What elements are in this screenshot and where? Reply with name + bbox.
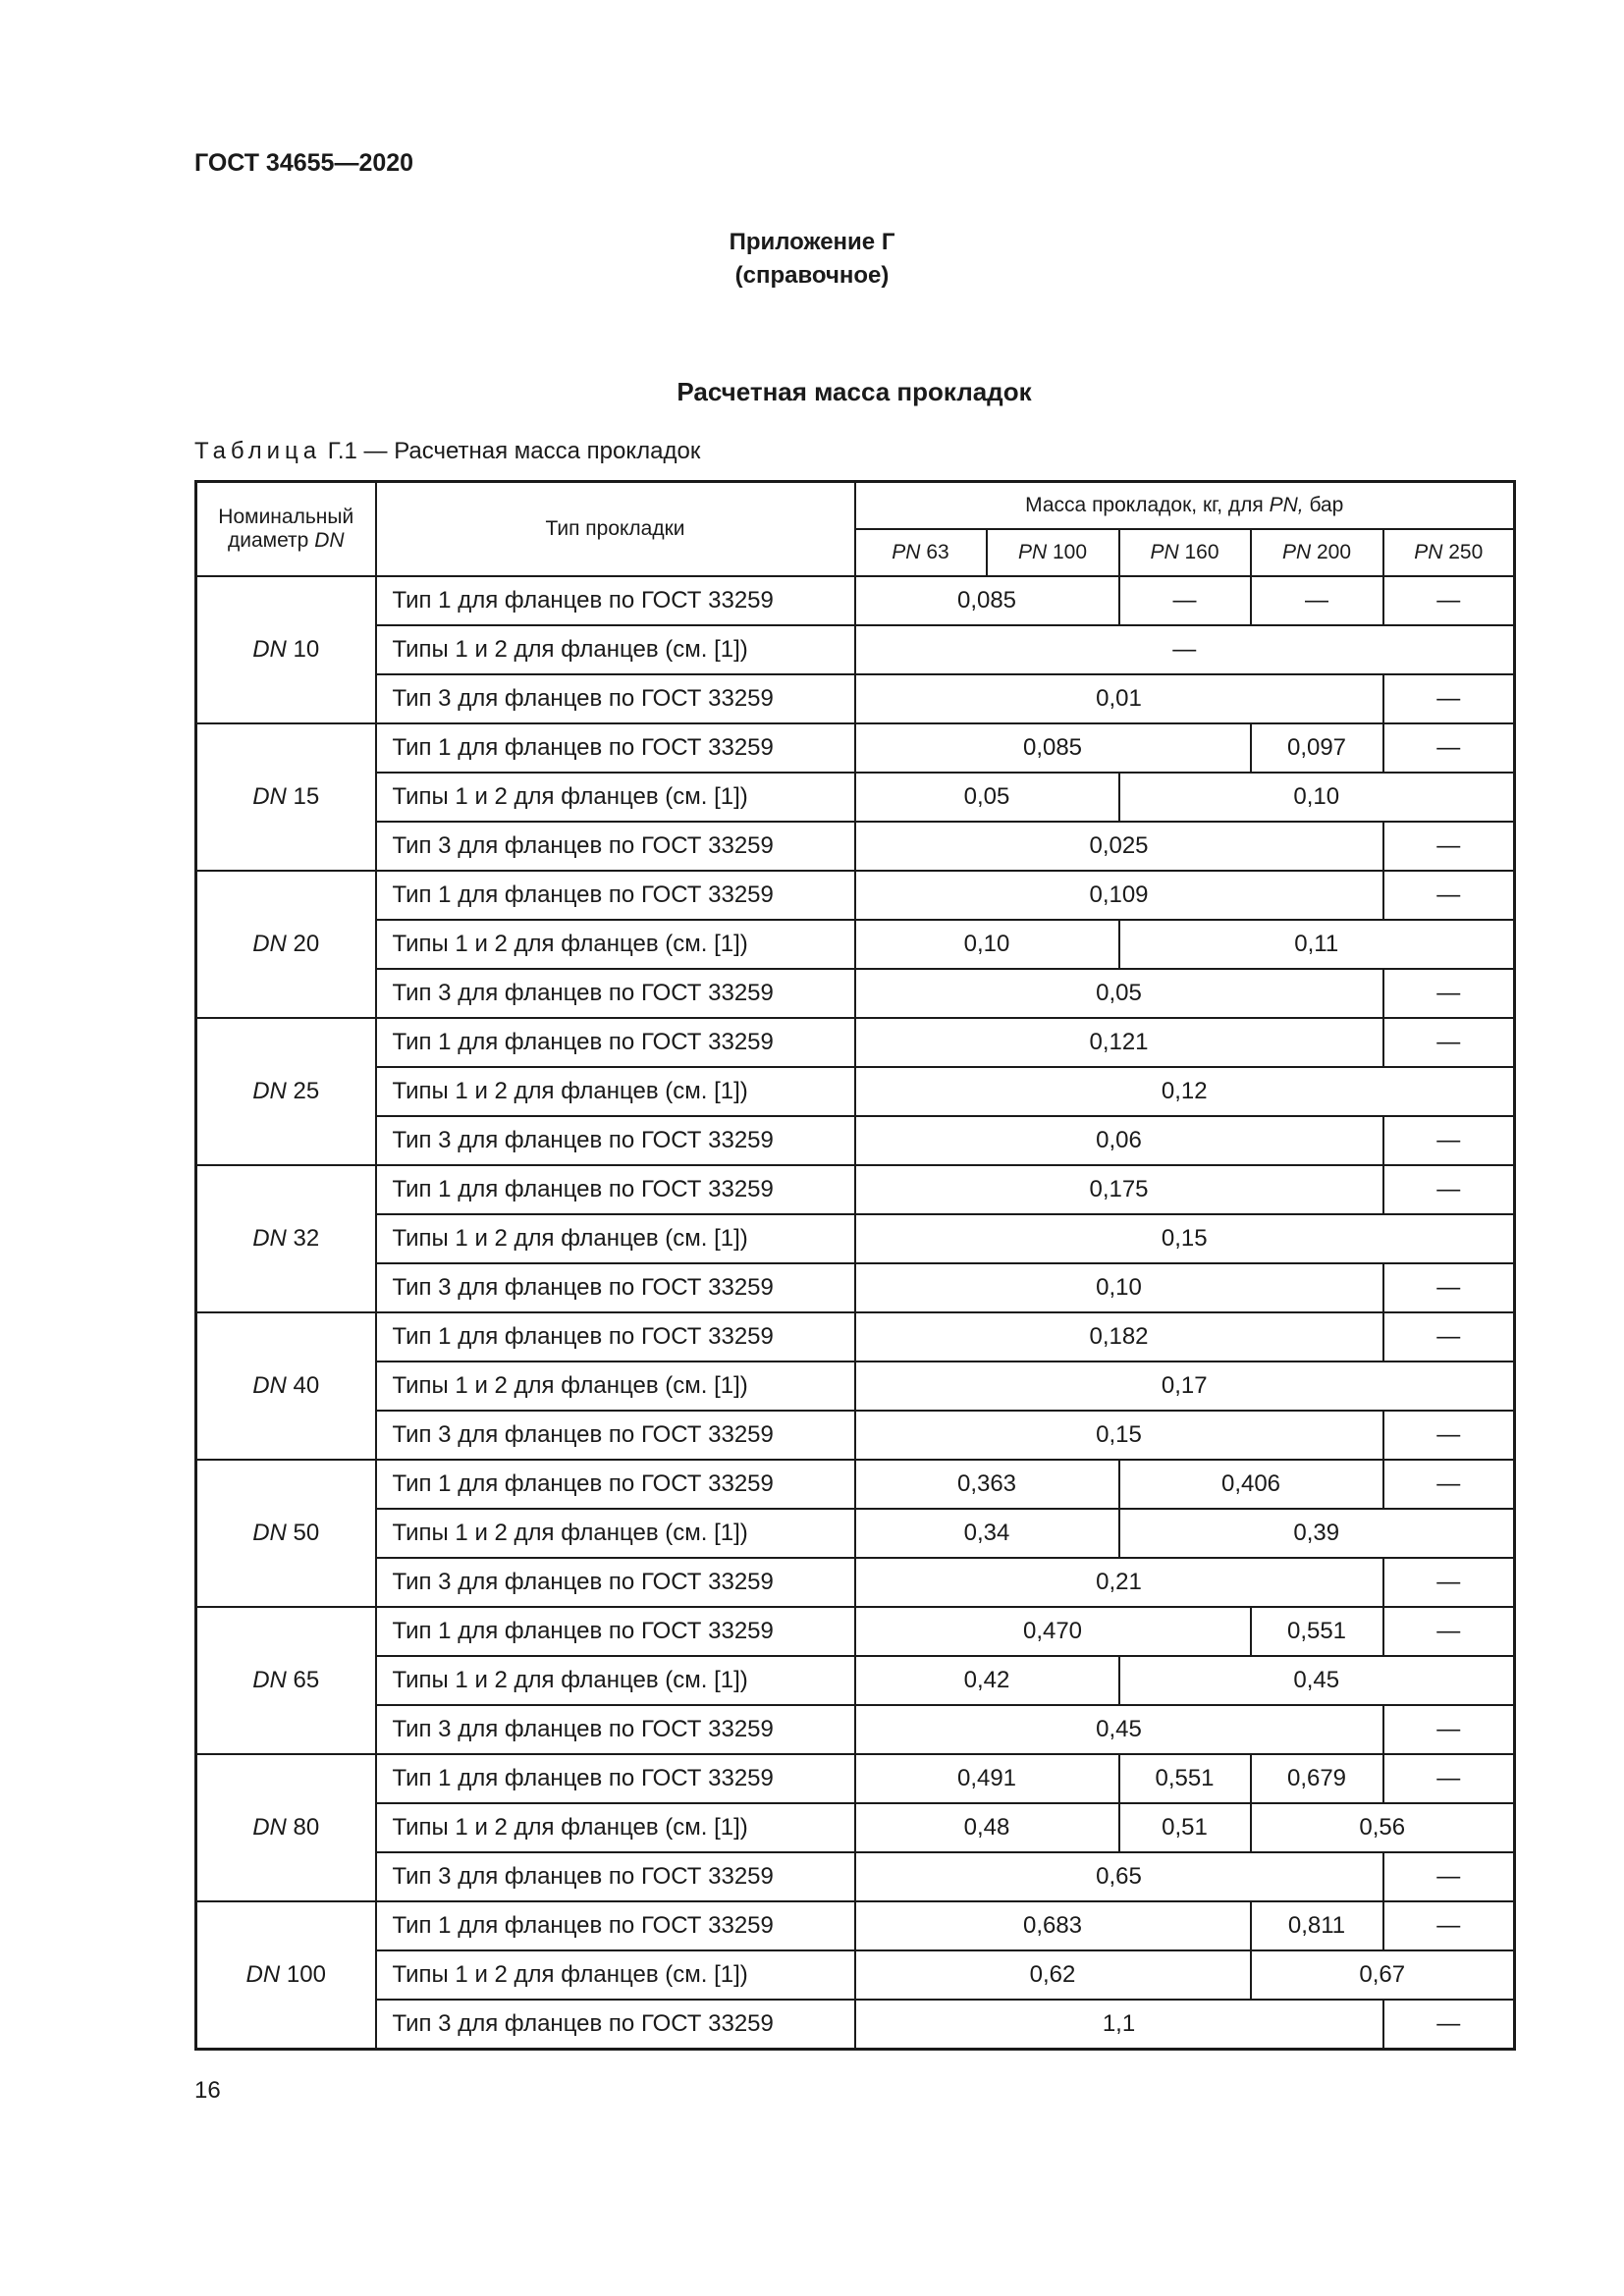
mass-value-cell: — [1383, 1411, 1515, 1460]
mass-value-cell: 0,182 [855, 1312, 1383, 1362]
mass-value-cell: — [1251, 576, 1383, 625]
table-row [196, 1263, 1515, 1312]
gasket-type-cell: Тип 3 для фланцев по ГОСТ 33259 [376, 1411, 855, 1460]
nominal-diameter-cell: DN 20 [196, 871, 376, 1018]
table-row [196, 1067, 1515, 1116]
mass-value-cell: 0,551 [1251, 1607, 1383, 1656]
gasket-type-cell: Тип 3 для фланцев по ГОСТ 33259 [376, 822, 855, 871]
mass-value-cell: — [1383, 871, 1515, 920]
nominal-diameter-cell: DN 25 [196, 1018, 376, 1165]
table-row [196, 1754, 1515, 1803]
mass-value-cell: 0,56 [1251, 1803, 1515, 1852]
mass-value-cell: 0,42 [855, 1656, 1119, 1705]
mass-value-cell: — [1383, 1116, 1515, 1165]
table-caption-text: Г.1 — Расчетная масса прокладок [321, 438, 701, 464]
appendix-note: (справочное) [734, 262, 890, 289]
header-pn-200: PN 200 [1251, 529, 1383, 576]
gasket-type-cell: Тип 3 для фланцев по ГОСТ 33259 [376, 2000, 855, 2050]
mass-value-cell: 0,15 [855, 1214, 1515, 1263]
header-pn-160: PN 160 [1119, 529, 1251, 576]
header-pn-250: PN 250 [1383, 529, 1515, 576]
mass-value-cell: 0,470 [855, 1607, 1251, 1656]
gasket-type-cell: Тип 1 для фланцев по ГОСТ 33259 [376, 1901, 855, 1950]
mass-value-cell: 0,34 [855, 1509, 1119, 1558]
mass-value-cell: 0,025 [855, 822, 1383, 871]
mass-value-cell: 0,51 [1119, 1803, 1251, 1852]
gasket-type-cell: Тип 3 для фланцев по ГОСТ 33259 [376, 1852, 855, 1901]
mass-value-cell: 0,406 [1119, 1460, 1383, 1509]
mass-value-cell: — [1383, 1607, 1515, 1656]
header-nominal-diameter: Номинальный диаметр DN [196, 482, 376, 577]
mass-value-cell: — [1383, 674, 1515, 723]
mass-value-cell: 0,05 [855, 773, 1119, 822]
mass-value-cell: 0,109 [855, 871, 1383, 920]
mass-value-cell: 0,10 [1119, 773, 1515, 822]
mass-value-cell: 0,45 [855, 1705, 1383, 1754]
gasket-type-cell: Тип 3 для фланцев по ГОСТ 33259 [376, 674, 855, 723]
table-row [196, 1705, 1515, 1754]
gasket-type-cell: Тип 3 для фланцев по ГОСТ 33259 [376, 1705, 855, 1754]
mass-value-cell: 0,15 [855, 1411, 1383, 1460]
header-pn-100: PN 100 [987, 529, 1119, 576]
mass-value-cell: — [1383, 2000, 1515, 2050]
mass-value-cell: 0,01 [855, 674, 1383, 723]
mass-value-cell: 1,1 [855, 2000, 1383, 2050]
gasket-type-cell: Типы 1 и 2 для фланцев (см. [1]) [376, 920, 855, 969]
table-row [196, 1558, 1515, 1607]
mass-value-cell: 0,491 [855, 1754, 1119, 1803]
mass-value-cell: 0,10 [855, 1263, 1383, 1312]
mass-value-cell: 0,12 [855, 1067, 1515, 1116]
table-row [196, 2000, 1515, 2050]
mass-value-cell: — [1383, 1705, 1515, 1754]
gasket-type-cell: Тип 1 для фланцев по ГОСТ 33259 [376, 576, 855, 625]
nominal-diameter-cell: DN 40 [196, 1312, 376, 1460]
mass-value-cell: — [1383, 822, 1515, 871]
table-row [196, 920, 1515, 969]
table-row [196, 1116, 1515, 1165]
mass-value-cell: — [1383, 1263, 1515, 1312]
nominal-diameter-cell: DN 65 [196, 1607, 376, 1754]
gasket-type-cell: Типы 1 и 2 для фланцев (см. [1]) [376, 1950, 855, 2000]
mass-value-cell: — [1383, 1901, 1515, 1950]
gasket-type-cell: Тип 1 для фланцев по ГОСТ 33259 [376, 871, 855, 920]
header-pn-63: PN 63 [855, 529, 987, 576]
mass-value-cell: 0,21 [855, 1558, 1383, 1607]
mass-value-cell: 0,10 [855, 920, 1119, 969]
table-row [196, 625, 1515, 674]
mass-value-cell: — [1383, 1312, 1515, 1362]
table-row [196, 1312, 1515, 1362]
mass-value-cell: — [1383, 1558, 1515, 1607]
gasket-type-cell: Типы 1 и 2 для фланцев (см. [1]) [376, 773, 855, 822]
mass-value-cell: 0,679 [1251, 1754, 1383, 1803]
table-row [196, 1607, 1515, 1656]
nominal-diameter-cell: DN 50 [196, 1460, 376, 1607]
table-row [196, 1852, 1515, 1901]
gasket-mass-table [194, 480, 1516, 2051]
mass-value-cell: — [1383, 723, 1515, 773]
mass-value-cell: 0,121 [855, 1018, 1383, 1067]
gasket-type-cell: Тип 1 для фланцев по ГОСТ 33259 [376, 1460, 855, 1509]
mass-value-cell: 0,65 [855, 1852, 1383, 1901]
gasket-type-cell: Типы 1 и 2 для фланцев (см. [1]) [376, 1362, 855, 1411]
mass-value-cell: 0,39 [1119, 1509, 1515, 1558]
table-row [196, 1214, 1515, 1263]
table-row [196, 1018, 1515, 1067]
mass-value-cell: — [1383, 1852, 1515, 1901]
table-caption-label: Таблица [194, 438, 322, 464]
gasket-type-cell: Типы 1 и 2 для фланцев (см. [1]) [376, 1509, 855, 1558]
mass-value-cell: — [1383, 1018, 1515, 1067]
mass-value-cell: — [1383, 969, 1515, 1018]
mass-value-cell: 0,62 [855, 1950, 1251, 2000]
table-row [196, 1803, 1515, 1852]
mass-value-cell: — [1383, 1165, 1515, 1214]
gasket-type-cell: Тип 1 для фланцев по ГОСТ 33259 [376, 1754, 855, 1803]
nominal-diameter-cell: DN 10 [196, 576, 376, 723]
gasket-type-cell: Тип 1 для фланцев по ГОСТ 33259 [376, 1312, 855, 1362]
table-header [196, 482, 1515, 577]
mass-value-cell: 0,085 [855, 723, 1251, 773]
nominal-diameter-cell: DN 80 [196, 1754, 376, 1901]
table-row [196, 822, 1515, 871]
gasket-type-cell: Тип 1 для фланцев по ГОСТ 33259 [376, 1165, 855, 1214]
gasket-type-cell: Типы 1 и 2 для фланцев (см. [1]) [376, 1656, 855, 1705]
mass-value-cell: 0,06 [855, 1116, 1383, 1165]
document-code: ГОСТ 34655—2020 [194, 149, 414, 177]
gasket-type-cell: Тип 3 для фланцев по ГОСТ 33259 [376, 1558, 855, 1607]
appendix-heading [0, 226, 1624, 293]
gasket-type-cell: Тип 3 для фланцев по ГОСТ 33259 [376, 1116, 855, 1165]
mass-value-cell: 0,11 [1119, 920, 1515, 969]
gasket-type-cell: Тип 1 для фланцев по ГОСТ 33259 [376, 1018, 855, 1067]
mass-value-cell: 0,05 [855, 969, 1383, 1018]
mass-value-cell: 0,363 [855, 1460, 1119, 1509]
table-row [196, 1165, 1515, 1214]
header-gasket-mass: Масса прокладок, кг, для PN, бар [855, 482, 1515, 530]
table-row [196, 1950, 1515, 2000]
mass-value-cell: — [1383, 1754, 1515, 1803]
header-gasket-type: Тип прокладки [376, 482, 855, 577]
table-row [196, 1656, 1515, 1705]
mass-value-cell: 0,175 [855, 1165, 1383, 1214]
gasket-type-cell: Тип 1 для фланцев по ГОСТ 33259 [376, 723, 855, 773]
table-row [196, 969, 1515, 1018]
gasket-type-cell: Типы 1 и 2 для фланцев (см. [1]) [376, 1067, 855, 1116]
table-row [196, 871, 1515, 920]
nominal-diameter-cell: DN 100 [196, 1901, 376, 2050]
gasket-type-cell: Тип 1 для фланцев по ГОСТ 33259 [376, 1607, 855, 1656]
table-row [196, 1460, 1515, 1509]
mass-value-cell: 0,17 [855, 1362, 1515, 1411]
gasket-type-cell: Тип 3 для фланцев по ГОСТ 33259 [376, 969, 855, 1018]
mass-value-cell: — [1119, 576, 1251, 625]
appendix-title: Приложение Г [729, 229, 895, 255]
table-body [196, 576, 1515, 2050]
table-row [196, 1411, 1515, 1460]
mass-value-cell: 0,811 [1251, 1901, 1383, 1950]
page-number: 16 [194, 2077, 221, 2104]
mass-value-cell: — [855, 625, 1515, 674]
mass-value-cell: 0,551 [1119, 1754, 1251, 1803]
gasket-type-cell: Типы 1 и 2 для фланцев (см. [1]) [376, 625, 855, 674]
gasket-type-cell: Тип 3 для фланцев по ГОСТ 33259 [376, 1263, 855, 1312]
nominal-diameter-cell: DN 15 [196, 723, 376, 871]
mass-value-cell: 0,097 [1251, 723, 1383, 773]
mass-value-cell: — [1383, 576, 1515, 625]
table-caption [194, 438, 700, 465]
section-title: Расчетная масса прокладок [677, 377, 1032, 406]
table-row [196, 1362, 1515, 1411]
table-row [196, 1901, 1515, 1950]
mass-value-cell: — [1383, 1460, 1515, 1509]
gasket-type-cell: Типы 1 и 2 для фланцев (см. [1]) [376, 1214, 855, 1263]
table-row [196, 773, 1515, 822]
mass-value-cell: 0,683 [855, 1901, 1251, 1950]
mass-value-cell: 0,085 [855, 576, 1119, 625]
table-row [196, 723, 1515, 773]
table-row [196, 576, 1515, 625]
mass-value-cell: 0,45 [1119, 1656, 1515, 1705]
mass-value-cell: 0,67 [1251, 1950, 1515, 2000]
gasket-type-cell: Типы 1 и 2 для фланцев (см. [1]) [376, 1803, 855, 1852]
mass-value-cell: 0,48 [855, 1803, 1119, 1852]
nominal-diameter-cell: DN 32 [196, 1165, 376, 1312]
table-row [196, 674, 1515, 723]
table-row [196, 1509, 1515, 1558]
